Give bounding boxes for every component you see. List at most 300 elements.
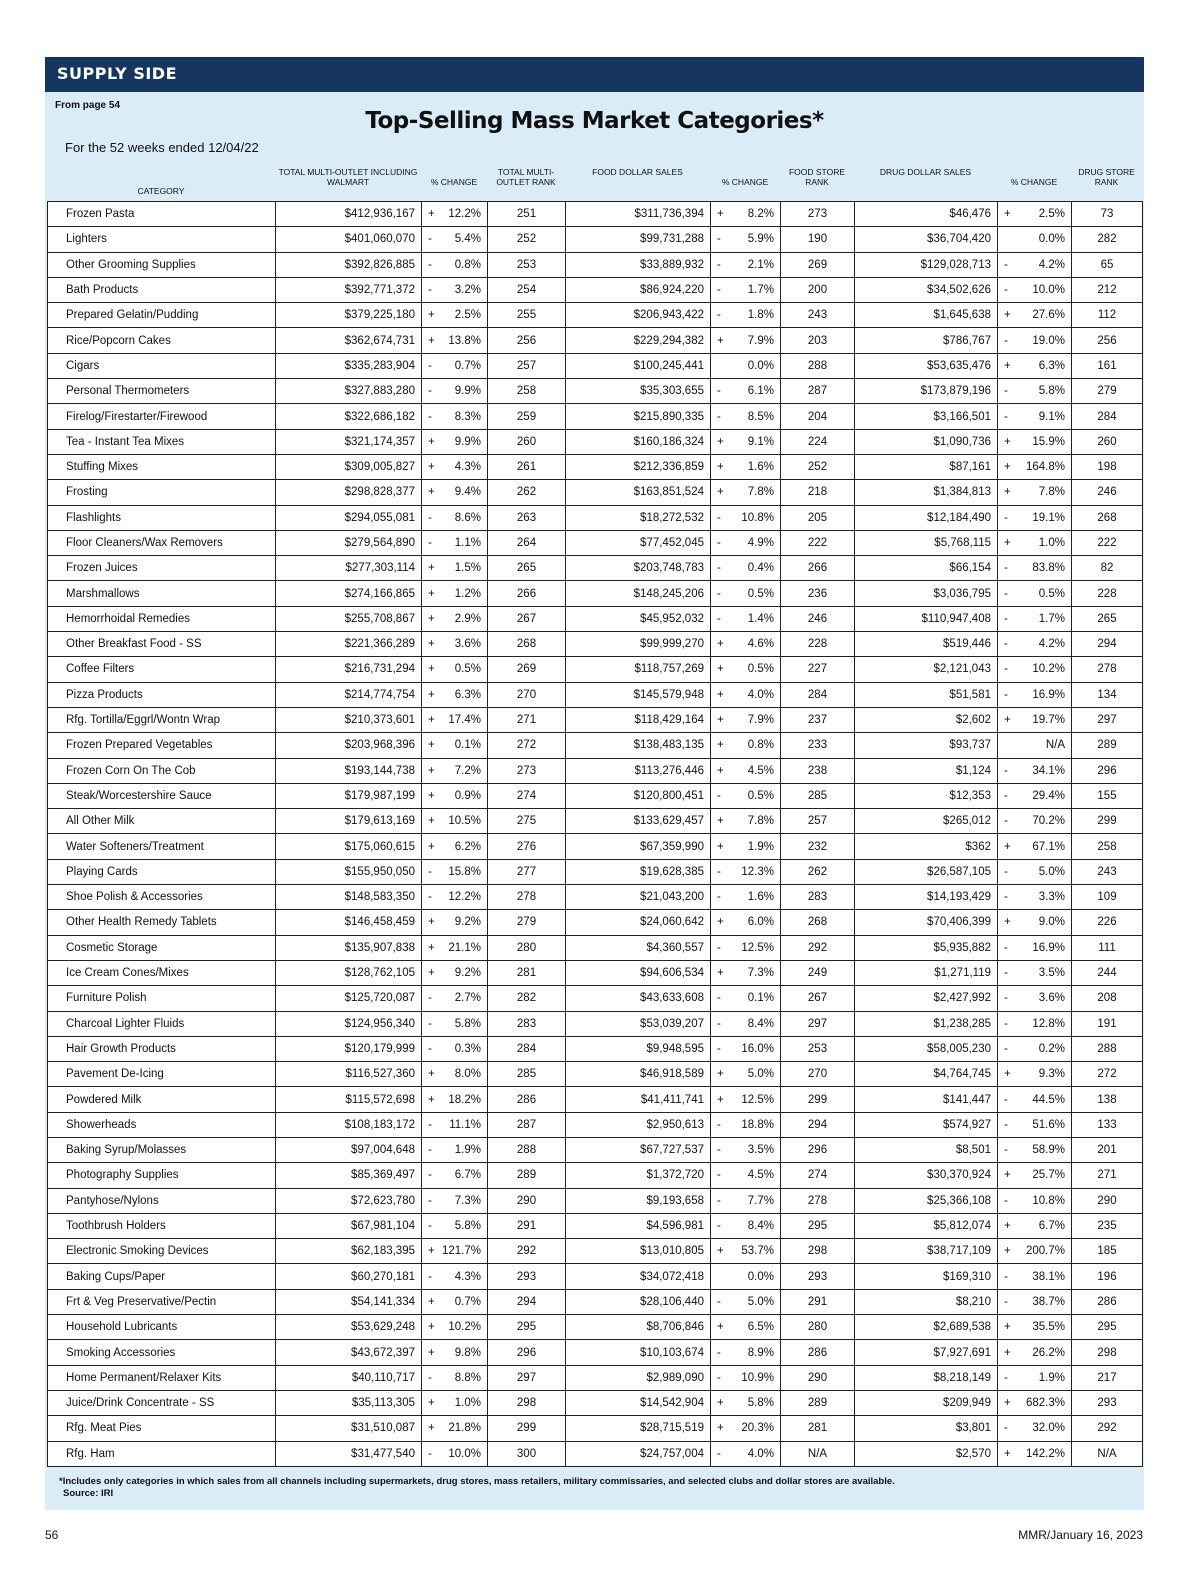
change-sign: + <box>717 967 724 980</box>
table-row <box>48 353 1143 378</box>
food-rank-cell: 286 <box>781 1340 855 1365</box>
change-value: 35.5% <box>1032 1321 1065 1334</box>
total-change-cell <box>422 1441 488 1466</box>
table-row <box>48 1213 1143 1238</box>
change-sign: - <box>1004 1017 1008 1030</box>
total-change-cell <box>422 707 488 732</box>
header-food-rank: FOOD STORE RANK <box>788 167 846 187</box>
change-sign: - <box>428 1270 432 1283</box>
drug-change-cell <box>998 809 1072 834</box>
change-sign: - <box>428 1118 432 1131</box>
total-change-cell <box>422 429 488 454</box>
food-rank-cell: 295 <box>781 1213 855 1238</box>
total-rank-cell: 280 <box>488 935 566 960</box>
change-sign: + <box>428 1321 435 1334</box>
change-sign: - <box>428 511 432 524</box>
change-value: 9.1% <box>747 435 774 448</box>
category-cell: Frosting <box>48 480 276 505</box>
drug-sales-cell: $26,587,105 <box>855 859 998 884</box>
category-cell: Playing Cards <box>48 859 276 884</box>
header-total-change: % CHANGE <box>430 177 478 187</box>
change-sign: - <box>717 587 721 600</box>
change-sign: - <box>717 612 721 625</box>
food-change-cell <box>711 404 781 429</box>
change-sign: + <box>428 1422 435 1435</box>
total-rank-cell: 261 <box>488 454 566 479</box>
food-change-cell <box>711 1315 781 1340</box>
change-value: 0.7% <box>454 1295 481 1308</box>
drug-change-cell <box>998 581 1072 606</box>
food-sales-cell: $113,276,446 <box>566 758 711 783</box>
food-rank-cell: 288 <box>781 353 855 378</box>
change-sign: + <box>428 967 435 980</box>
total-change-cell <box>422 910 488 935</box>
total-change-cell <box>422 1087 488 1112</box>
drug-change-cell <box>998 530 1072 555</box>
footnote-text: *Includes only categories in which sales from all channels including supermarkets, drug stores, mass retailers, military commissaries, and selected clubs and dollar stores are available. <box>59 1476 895 1487</box>
drug-rank-cell: 265 <box>1072 606 1143 631</box>
change-value: 4.2% <box>1038 638 1065 651</box>
change-value: 8.4% <box>747 1220 774 1233</box>
food-change-cell <box>711 707 781 732</box>
food-sales-cell: $19,628,385 <box>566 859 711 884</box>
category-cell: Other Grooming Supplies <box>48 252 276 277</box>
total-rank-cell: 291 <box>488 1213 566 1238</box>
food-change-cell <box>711 1239 781 1264</box>
food-rank-cell: 236 <box>781 581 855 606</box>
change-sign: - <box>717 1118 721 1131</box>
table-row <box>48 1137 1143 1162</box>
change-value: 12.2% <box>448 208 481 221</box>
total-change-cell <box>422 480 488 505</box>
food-sales-cell: $99,999,270 <box>566 632 711 657</box>
drug-rank-cell: 111 <box>1072 935 1143 960</box>
food-rank-cell: 233 <box>781 733 855 758</box>
drug-rank-cell: 292 <box>1072 1416 1143 1441</box>
drug-rank-cell: 294 <box>1072 632 1143 657</box>
header-food-sales: FOOD DOLLAR SALES <box>592 167 683 177</box>
change-value: 7.9% <box>747 334 774 347</box>
change-sign: - <box>428 258 432 271</box>
change-value: 11.1% <box>449 1118 481 1131</box>
total-rank-cell: 274 <box>488 783 566 808</box>
drug-sales-cell: $1,384,813 <box>855 480 998 505</box>
food-sales-cell: $120,800,451 <box>566 783 711 808</box>
total-change-cell <box>422 606 488 631</box>
drug-change-cell <box>998 454 1072 479</box>
food-change-cell <box>711 505 781 530</box>
total-sales-cell: $179,987,199 <box>276 783 422 808</box>
change-value: 58.9% <box>1032 1144 1065 1157</box>
change-sign: + <box>428 587 435 600</box>
table-row <box>48 1239 1143 1264</box>
food-change-cell <box>711 353 781 378</box>
change-sign: - <box>1004 967 1008 980</box>
category-cell: Rfg. Meat Pies <box>48 1416 276 1441</box>
change-sign: - <box>428 233 432 246</box>
food-sales-cell: $145,579,948 <box>566 682 711 707</box>
change-value: 1.4% <box>747 612 774 625</box>
food-sales-cell: $28,715,519 <box>566 1416 711 1441</box>
change-value: 0.5% <box>747 587 774 600</box>
change-value: 34.1% <box>1032 764 1065 777</box>
change-value: 5.8% <box>454 1220 481 1233</box>
category-cell: Floor Cleaners/Wax Removers <box>48 530 276 555</box>
food-rank-cell: 227 <box>781 657 855 682</box>
change-value: 5.8% <box>747 1397 774 1410</box>
change-sign: + <box>1004 840 1011 853</box>
table-row <box>48 1340 1143 1365</box>
food-change-cell <box>711 657 781 682</box>
drug-rank-cell: 258 <box>1072 834 1143 859</box>
food-change-cell <box>711 859 781 884</box>
change-sign: - <box>1004 284 1008 297</box>
change-sign: - <box>717 233 721 246</box>
change-sign: - <box>717 258 721 271</box>
change-value: 6.7% <box>454 1169 481 1182</box>
total-change-cell <box>422 733 488 758</box>
change-value: 21.8% <box>448 1422 481 1435</box>
change-value: 4.0% <box>747 1447 774 1460</box>
total-change-cell <box>422 227 488 252</box>
food-rank-cell: 252 <box>781 454 855 479</box>
food-rank-cell: 232 <box>781 834 855 859</box>
change-sign: - <box>428 1220 432 1233</box>
drug-sales-cell: $12,184,490 <box>855 505 998 530</box>
change-sign: + <box>1004 1245 1011 1258</box>
total-sales-cell: $214,774,754 <box>276 682 422 707</box>
food-change-cell <box>711 1011 781 1036</box>
change-sign: + <box>428 208 435 221</box>
drug-change-cell <box>998 859 1072 884</box>
drug-rank-cell: 198 <box>1072 454 1143 479</box>
drug-rank-cell: 299 <box>1072 809 1143 834</box>
table-row <box>48 1264 1143 1289</box>
change-value: 6.3% <box>454 688 481 701</box>
change-sign: - <box>1004 385 1008 398</box>
drug-change-cell <box>998 783 1072 808</box>
total-change-cell <box>422 809 488 834</box>
drug-rank-cell: 212 <box>1072 277 1143 302</box>
change-value: 2.7% <box>454 992 481 1005</box>
table-row <box>48 1036 1143 1061</box>
change-sign: - <box>1004 1093 1008 1106</box>
change-value: 7.9% <box>747 714 774 727</box>
change-value: 8.9% <box>747 1346 774 1359</box>
drug-rank-cell: 244 <box>1072 960 1143 985</box>
table-row <box>48 530 1143 555</box>
total-sales-cell: $412,936,167 <box>276 202 422 227</box>
food-change-cell <box>711 960 781 985</box>
change-value: 19.7% <box>1032 714 1065 727</box>
change-sign: + <box>428 1295 435 1308</box>
change-value: 12.5% <box>741 1093 774 1106</box>
food-change-cell <box>711 606 781 631</box>
total-change-cell <box>422 581 488 606</box>
table-row <box>48 606 1143 631</box>
change-value: 10.2% <box>448 1321 481 1334</box>
change-sign: - <box>1004 410 1008 423</box>
category-cell: Coffee Filters <box>48 657 276 682</box>
change-value: 9.2% <box>454 967 481 980</box>
total-sales-cell: $203,968,396 <box>276 733 422 758</box>
food-rank-cell: 218 <box>781 480 855 505</box>
change-sign: - <box>1004 1118 1008 1131</box>
total-sales-cell: $255,708,867 <box>276 606 422 631</box>
food-sales-cell: $138,483,135 <box>566 733 711 758</box>
source-note: Source: IRI <box>63 1488 114 1499</box>
total-sales-cell: $31,510,087 <box>276 1416 422 1441</box>
change-sign: - <box>428 992 432 1005</box>
drug-rank-cell: 272 <box>1072 1062 1143 1087</box>
food-change-cell <box>711 1441 781 1466</box>
change-sign: - <box>717 1295 721 1308</box>
change-value: 3.5% <box>1038 967 1065 980</box>
total-rank-cell: 264 <box>488 530 566 555</box>
food-sales-cell: $10,103,674 <box>566 1340 711 1365</box>
total-rank-cell: 260 <box>488 429 566 454</box>
food-change-cell <box>711 556 781 581</box>
total-change-cell <box>422 1036 488 1061</box>
drug-sales-cell: $3,801 <box>855 1416 998 1441</box>
food-sales-cell: $203,748,783 <box>566 556 711 581</box>
food-change-cell <box>711 252 781 277</box>
total-change-cell <box>422 303 488 328</box>
drug-change-cell <box>998 682 1072 707</box>
total-rank-cell: 300 <box>488 1441 566 1466</box>
change-value: 4.0% <box>747 688 774 701</box>
change-sign: - <box>1004 1270 1008 1283</box>
change-value: 9.3% <box>1038 1068 1065 1081</box>
drug-sales-cell: $5,812,074 <box>855 1213 998 1238</box>
change-sign: + <box>1004 309 1011 322</box>
change-value: 38.1% <box>1032 1270 1065 1283</box>
drug-rank-cell: 297 <box>1072 707 1143 732</box>
table-row <box>48 1011 1143 1036</box>
change-value: 682.3% <box>1025 1397 1065 1410</box>
change-value: 1.9% <box>747 840 774 853</box>
total-sales-cell: $277,303,114 <box>276 556 422 581</box>
change-sign: - <box>428 385 432 398</box>
drug-sales-cell: $5,768,115 <box>855 530 998 555</box>
food-sales-cell: $212,336,859 <box>566 454 711 479</box>
change-sign: - <box>1004 865 1008 878</box>
change-value: 12.5% <box>741 941 774 954</box>
change-sign: + <box>717 1321 724 1334</box>
change-value: 7.3% <box>747 967 774 980</box>
table-row <box>48 277 1143 302</box>
change-value: 4.2% <box>1038 258 1065 271</box>
change-value: 10.2% <box>1032 663 1065 676</box>
drug-change-cell <box>998 252 1072 277</box>
drug-sales-cell: $8,501 <box>855 1137 998 1162</box>
table-row <box>48 1416 1143 1441</box>
change-value: 4.5% <box>747 764 774 777</box>
drug-rank-cell: 282 <box>1072 227 1143 252</box>
total-sales-cell: $279,564,890 <box>276 530 422 555</box>
food-rank-cell: 284 <box>781 682 855 707</box>
total-sales-cell: $35,113,305 <box>276 1390 422 1415</box>
drug-change-cell <box>998 556 1072 581</box>
food-change-cell <box>711 202 781 227</box>
food-sales-cell: $43,633,608 <box>566 986 711 1011</box>
table-row <box>48 429 1143 454</box>
category-cell: Frozen Juices <box>48 556 276 581</box>
table-row <box>48 1188 1143 1213</box>
change-value: 5.8% <box>1038 385 1065 398</box>
table-row <box>48 303 1143 328</box>
change-value: 6.3% <box>1038 359 1065 372</box>
food-change-cell <box>711 910 781 935</box>
drug-rank-cell: 246 <box>1072 480 1143 505</box>
change-sign: - <box>428 1371 432 1384</box>
total-sales-cell: $362,674,731 <box>276 328 422 353</box>
change-sign: - <box>717 1017 721 1030</box>
drug-sales-cell: $2,689,538 <box>855 1315 998 1340</box>
total-change-cell <box>422 1188 488 1213</box>
drug-change-cell <box>998 277 1072 302</box>
change-value: 9.8% <box>454 1346 481 1359</box>
change-value: 10.9% <box>741 1371 774 1384</box>
change-sign: + <box>717 208 724 221</box>
total-sales-cell: $108,183,172 <box>276 1112 422 1137</box>
change-sign: - <box>717 562 721 575</box>
food-change-cell <box>711 682 781 707</box>
drug-sales-cell: $4,764,745 <box>855 1062 998 1087</box>
table-row <box>48 809 1143 834</box>
food-rank-cell: 257 <box>781 809 855 834</box>
food-sales-cell: $14,542,904 <box>566 1390 711 1415</box>
change-value: 0.5% <box>747 663 774 676</box>
total-rank-cell: 285 <box>488 1062 566 1087</box>
food-rank-cell: 268 <box>781 910 855 935</box>
change-sign: - <box>428 1447 432 1460</box>
total-rank-cell: 251 <box>488 202 566 227</box>
food-rank-cell: 287 <box>781 379 855 404</box>
change-sign: - <box>717 789 721 802</box>
change-value: 2.1% <box>747 258 774 271</box>
total-change-cell <box>422 632 488 657</box>
change-sign: + <box>1004 1068 1011 1081</box>
drug-rank-cell: N/A <box>1072 1441 1143 1466</box>
total-rank-cell: 268 <box>488 632 566 657</box>
total-sales-cell: $216,731,294 <box>276 657 422 682</box>
change-sign: + <box>717 663 724 676</box>
drug-rank-cell: 196 <box>1072 1264 1143 1289</box>
food-change-cell <box>711 1188 781 1213</box>
food-rank-cell: 297 <box>781 1011 855 1036</box>
drug-change-cell <box>998 707 1072 732</box>
drug-sales-cell: $30,370,924 <box>855 1163 998 1188</box>
change-value: 142.2% <box>1025 1447 1065 1460</box>
change-value: 10.0% <box>1032 284 1065 297</box>
change-sign: + <box>428 562 435 575</box>
change-sign: - <box>717 309 721 322</box>
total-change-cell <box>422 1340 488 1365</box>
change-value: 1.8% <box>747 309 774 322</box>
change-sign: - <box>717 1042 721 1055</box>
food-sales-cell: $28,106,440 <box>566 1289 711 1314</box>
total-sales-cell: $210,373,601 <box>276 707 422 732</box>
change-sign: - <box>717 410 721 423</box>
drug-sales-cell: $51,581 <box>855 682 998 707</box>
table-row <box>48 733 1143 758</box>
food-rank-cell: 249 <box>781 960 855 985</box>
total-sales-cell: $120,179,999 <box>276 1036 422 1061</box>
total-sales-cell: $274,166,865 <box>276 581 422 606</box>
change-sign: + <box>717 815 724 828</box>
food-change-cell <box>711 480 781 505</box>
change-sign: - <box>1004 992 1008 1005</box>
food-rank-cell: 292 <box>781 935 855 960</box>
change-sign: - <box>717 1194 721 1207</box>
change-value: 8.5% <box>747 410 774 423</box>
food-sales-cell: $215,890,335 <box>566 404 711 429</box>
table-row <box>48 581 1143 606</box>
food-sales-cell: $100,245,441 <box>566 353 711 378</box>
drug-sales-cell: $14,193,429 <box>855 885 998 910</box>
drug-rank-cell: 133 <box>1072 1112 1143 1137</box>
food-sales-cell: $9,948,595 <box>566 1036 711 1061</box>
drug-rank-cell: 243 <box>1072 859 1143 884</box>
food-sales-cell: $33,889,932 <box>566 252 711 277</box>
change-sign: + <box>428 309 435 322</box>
total-sales-cell: $128,762,105 <box>276 960 422 985</box>
change-value: 12.3% <box>741 865 774 878</box>
change-sign: - <box>717 992 721 1005</box>
change-sign: + <box>428 815 435 828</box>
drug-sales-cell: $1,238,285 <box>855 1011 998 1036</box>
food-sales-cell: $2,950,613 <box>566 1112 711 1137</box>
food-sales-cell: $45,952,032 <box>566 606 711 631</box>
change-sign: - <box>428 1144 432 1157</box>
change-value: 5.0% <box>1038 865 1065 878</box>
change-value: 1.5% <box>454 562 481 575</box>
total-rank-cell: 294 <box>488 1289 566 1314</box>
total-sales-cell: $146,458,459 <box>276 910 422 935</box>
drug-change-cell <box>998 1011 1072 1036</box>
drug-sales-cell: $265,012 <box>855 809 998 834</box>
table-row <box>48 1289 1143 1314</box>
category-cell: Smoking Accessories <box>48 1340 276 1365</box>
food-sales-cell: $41,411,741 <box>566 1087 711 1112</box>
drug-change-cell <box>998 1264 1072 1289</box>
change-value: 19.0% <box>1032 334 1065 347</box>
change-value: 1.0% <box>1038 537 1065 549</box>
drug-rank-cell: 279 <box>1072 379 1143 404</box>
change-value: 16.9% <box>1032 688 1065 701</box>
change-value: 5.0% <box>747 1068 774 1081</box>
total-sales-cell: $298,828,377 <box>276 480 422 505</box>
table-row <box>48 1441 1143 1466</box>
table-row <box>48 783 1143 808</box>
drug-change-cell <box>998 834 1072 859</box>
change-sign: + <box>428 435 435 448</box>
drug-rank-cell: 191 <box>1072 1011 1143 1036</box>
change-sign: - <box>1004 1144 1008 1157</box>
change-sign: - <box>717 941 721 954</box>
change-value: 6.5% <box>747 1321 774 1334</box>
total-change-cell <box>422 277 488 302</box>
content-panel <box>45 92 1144 1510</box>
food-rank-cell: 253 <box>781 1036 855 1061</box>
drug-sales-cell: $25,366,108 <box>855 1188 998 1213</box>
table-row <box>48 1062 1143 1087</box>
food-rank-cell: 266 <box>781 556 855 581</box>
change-sign: + <box>1004 1169 1011 1182</box>
category-cell: Firelog/Firestarter/Firewood <box>48 404 276 429</box>
drug-sales-cell: $8,218,149 <box>855 1365 998 1390</box>
